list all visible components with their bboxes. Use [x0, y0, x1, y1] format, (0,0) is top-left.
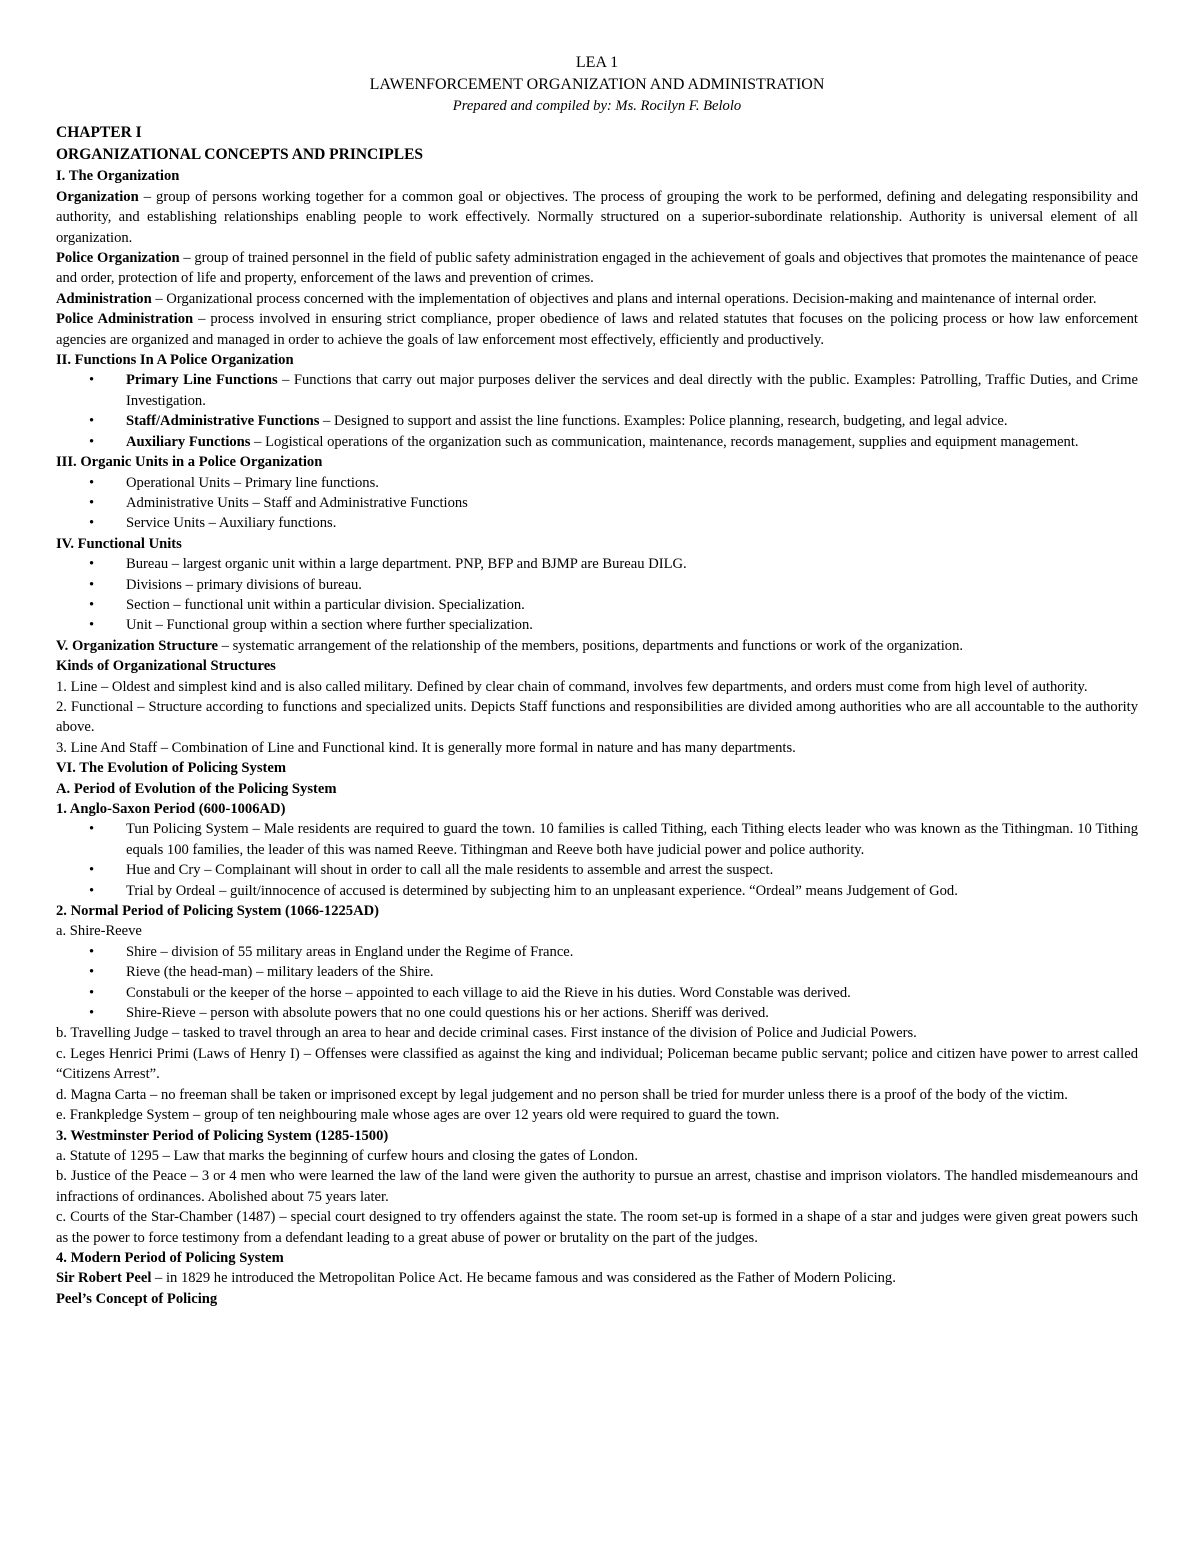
chapter-label: CHAPTER I	[56, 124, 142, 142]
definition-paragraph	[56, 289, 1138, 309]
definition-text: – process involved in ensuring strict compliance, proper obedience of laws and related statutes that focuses on the policing process or how law enforcement agencies are organized and managed in order to achieve the goals of law enforcement most effectively, efficiently and productively.	[56, 311, 1138, 348]
list-item: • Shire – division of 55 military areas in England under the Regime of France.	[126, 942, 1138, 962]
westminster-paragraph: c. Courts of the Star-Chamber (1487) – special court designed to try offenders against the state. The room set-up is formed in a shape of a star and judges were given great powers such as the power to force testimony from a defendant leading to a great abuse of power or brutality on the part of the judges.	[56, 1209, 1138, 1246]
course-code: LEA 1	[575, 54, 619, 71]
section-heading-functions: II. Functions In A Police Organization	[56, 352, 294, 369]
shire-reeve-label: a. Shire-Reeve	[56, 923, 142, 940]
section-heading-organic-units: III. Organic Units in a Police Organization	[56, 454, 323, 471]
definition-paragraph	[56, 248, 1138, 289]
definition-term: Administration	[56, 290, 152, 307]
functional-units-list	[56, 554, 1138, 636]
kind-paragraph: 2. Functional – Structure according to functions and specialized units. Depicts Staff functions and responsibilities are divided among authorities who are all accountable to the authority above.	[56, 698, 1138, 736]
subheading-period-of-evolution: A. Period of Evolution of the Policing System	[56, 780, 337, 797]
period-heading-modern: 4. Modern Period of Policing System	[56, 1249, 284, 1266]
definition-term: Police Organization	[56, 250, 180, 267]
section-heading-evolution: VI. The Evolution of Policing System	[56, 760, 287, 777]
list-item: • Tun Policing System – Male residents are required to guard the town. 10 families is called Tithing, each Tithing elects leader who was known as the Tithingman. 10 Tithing equals 100 families, the leader of this was named Reeve. Tithingman and Reeve both have judicial power and police authority.	[126, 819, 1138, 860]
list-item: • Unit – Functional group within a section where further specialization.	[126, 615, 1138, 635]
normal-period-paragraph: d. Magna Carta – no freeman shall be taken or imprisoned except by legal judgement and no person shall be tried for murder unless there is a proof of the body of the victim.	[56, 1086, 1068, 1103]
peel-paragraph	[56, 1268, 1138, 1288]
list-item	[126, 370, 1138, 411]
list-item-term: Staff/Administrative Functions	[126, 413, 320, 430]
definition-paragraph	[56, 187, 1138, 248]
definition-paragraph	[56, 309, 1138, 350]
westminster-paragraph: b. Justice of the Peace – 3 or 4 men who were learned the law of the land were given the authority to pursue an arrest, chastise and imprison violators. The handled misdemeanours and infractions of ordinances. Abolished about 75 years later.	[56, 1168, 1138, 1205]
definition-text: – group of persons working together for a common goal or objectives. The process of grouping the work to be performed, defining and delegating responsibility and authority, and establishing relationships enabling people to work effectively. Normally structured on a superior-subordinate relationship. Authority is universal element of all organization.	[56, 188, 1138, 246]
list-item: • Trial by Ordeal – guilt/innocence of accused is determined by subjecting him to an unpleasant experience. “Ordeal” means Judgement of God.	[126, 881, 1138, 901]
list-item-text: – Logistical operations of the organization such as communication, maintenance, records management, supplies and equipment management.	[250, 433, 1079, 450]
kind-paragraph: 1. Line – Oldest and simplest kind and is also called military. Defined by clear chain of command, involves few departments, and orders must come from high level of authority.	[56, 678, 1088, 695]
westminster-paragraph: a. Statute of 1295 – Law that marks the beginning of curfew hours and closing the gates of London.	[56, 1147, 638, 1164]
list-item: • Constabuli or the keeper of the horse – appointed to each village to aid the Rieve in his duties. Word Constable was derived.	[126, 983, 1138, 1003]
list-item-text: – Functions that carry out major purposes deliver the services and deal directly with the public. Examples: Patrolling, Traffic Duties, and Crime Investigation.	[126, 372, 1138, 409]
prepared-by: Prepared and compiled by: Ms. Rocilyn F. Belolo	[452, 98, 742, 114]
list-item: • Hue and Cry – Complainant will shout in order to call all the male residents to assemble and arrest the suspect.	[126, 860, 1138, 880]
peel-text: – in 1829 he introduced the Metropolitan Police Act. He became famous and was considered as the Father of Modern Policing.	[151, 1270, 896, 1287]
anglo-saxon-list	[56, 819, 1138, 901]
section-heading-structure: V. Organization Structure	[56, 637, 219, 654]
functions-list	[56, 370, 1138, 452]
organic-units-list	[56, 473, 1138, 534]
peel-term: Sir Robert Peel	[56, 1270, 152, 1287]
list-item: • Administrative Units – Staff and Administrative Functions	[126, 493, 1138, 513]
list-item	[126, 432, 1138, 452]
document-title: LAWENFORCEMENT ORGANIZATION AND ADMINISTRATION	[369, 76, 825, 93]
list-item: • Section – functional unit within a particular division. Specialization.	[126, 595, 1138, 615]
list-item: • Bureau – largest organic unit within a large department. PNP, BFP and BJMP are Bureau DILG.	[126, 554, 1138, 574]
section-heading-functional-units: IV. Functional Units	[56, 535, 182, 552]
period-heading-normal: 2. Normal Period of Policing System (1066-1225AD)	[56, 903, 380, 920]
peel-concept-heading: Peel’s Concept of Policing	[56, 1290, 218, 1307]
normal-period-paragraph: e. Frankpledge System – group of ten neighbouring male whose ages are over 12 years old were required to guard the town.	[56, 1107, 780, 1124]
normal-period-paragraph: c. Leges Henrici Primi (Laws of Henry I) – Offenses were classified as against the king and individual; Policeman became public servant; police and citizen have power to arrest called “Citizens Arrest”.	[56, 1045, 1138, 1083]
list-item: • Service Units – Auxiliary functions.	[126, 513, 1138, 533]
section-heading-organization: I. The Organization	[56, 168, 180, 185]
list-item: • Divisions – primary divisions of bureau.	[126, 575, 1138, 595]
definition-text: – group of trained personnel in the field of public safety administration engaged in the achievement of goals and objectives that promotes the maintenance of peace and order, protection of life and property, enforcement of the laws and prevention of crimes.	[56, 250, 1139, 287]
definition-term: Organization	[56, 188, 139, 205]
list-item-term: Auxiliary Functions	[126, 433, 251, 450]
kinds-heading: Kinds of Organizational Structures	[56, 658, 276, 675]
definition-text: – systematic arrangement of the relationship of the members, positions, departments and functions or work of the organization.	[218, 637, 964, 654]
shire-reeve-list	[56, 942, 1138, 1024]
kind-paragraph: 3. Line And Staff – Combination of Line and Functional kind. It is generally more formal in nature and has many departments.	[56, 739, 796, 756]
organization-structure-paragraph	[56, 636, 1138, 656]
list-item: • Rieve (the head-man) – military leaders of the Shire.	[126, 962, 1138, 982]
period-heading-anglo-saxon: 1. Anglo-Saxon Period (600-1006AD)	[56, 801, 286, 817]
document-page	[56, 52, 1138, 1309]
definition-text: – Organizational process concerned with the implementation of objectives and plans and internal operations. Decision-making and maintenance of internal order.	[151, 290, 1097, 307]
definition-term: Police Administration	[56, 311, 194, 328]
period-heading-westminster: 3. Westminster Period of Policing System (1285-1500)	[56, 1127, 389, 1144]
list-item-text: – Designed to support and assist the line functions. Examples: Police planning, research, budgeting, and legal advice.	[319, 413, 1008, 430]
normal-period-paragraph: b. Travelling Judge – tasked to travel through an area to hear and decide criminal cases. First instance of the division of Police and Judicial Powers.	[56, 1025, 917, 1042]
list-item	[126, 411, 1138, 431]
list-item: • Shire-Rieve – person with absolute powers that no one could questions his or her actions. Sheriff was derived.	[126, 1003, 1138, 1023]
list-item: • Operational Units – Primary line functions.	[126, 473, 1138, 493]
chapter-title: ORGANIZATIONAL CONCEPTS AND PRINCIPLES	[56, 146, 424, 164]
list-item-term: Primary Line Functions	[126, 372, 278, 389]
